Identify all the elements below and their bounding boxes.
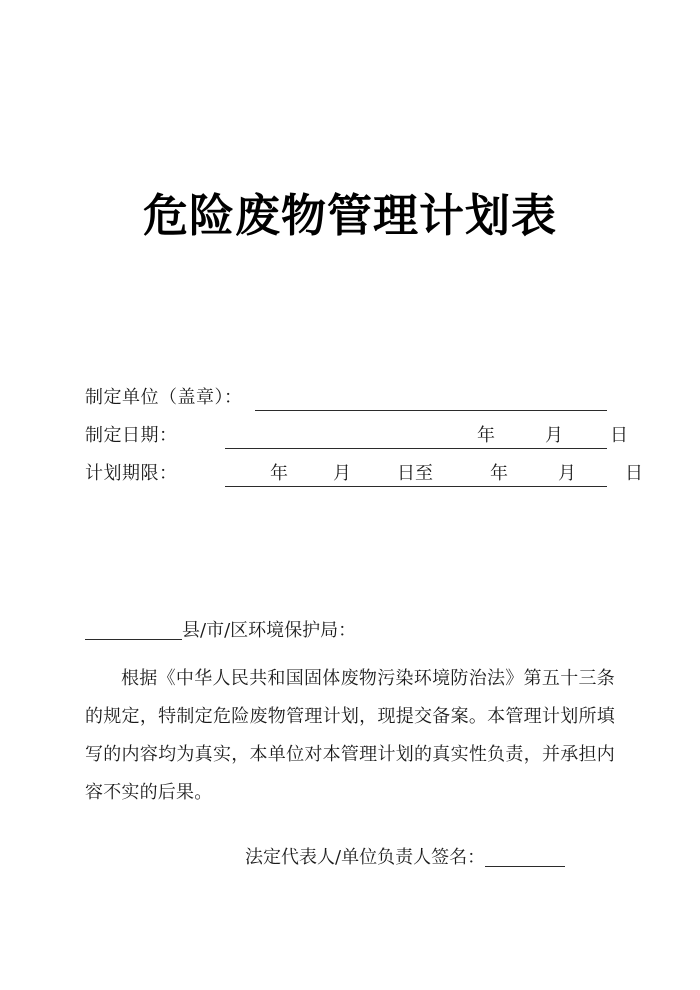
form-row-plan-period — [85, 459, 643, 497]
addressee-label: 县/市/区环境保护局： — [182, 620, 357, 641]
preparation-date-input[interactable] — [225, 448, 607, 449]
preparation-date-month-mark: 月 — [545, 425, 563, 446]
plan-period-start-month-mark: 月 — [333, 463, 351, 484]
preparation-date-year-mark: 年 — [477, 425, 495, 446]
preparation-date-label: 制定日期： — [85, 425, 178, 446]
plan-period-input[interactable] — [225, 486, 607, 487]
preparation-date-marks — [225, 421, 628, 448]
form-row-preparing-unit — [85, 383, 607, 421]
preparing-unit-label: 制定单位（盖章）： — [85, 387, 243, 408]
form-row-preparation-date — [85, 421, 628, 459]
signature-line — [245, 843, 565, 873]
page-title: 危险废物管理计划表 — [142, 189, 557, 242]
plan-period-marks — [225, 459, 643, 486]
form-fields — [85, 383, 643, 497]
addressee-line — [85, 616, 356, 646]
signature-input[interactable] — [485, 866, 565, 867]
plan-period-label: 计划期限： — [85, 463, 178, 484]
plan-period-start-day-mark: 日至 — [397, 463, 433, 484]
body-paragraph: 根据《中华人民共和国固体废物污染环境防治法》第五十三条的规定，特制定危险废物管理计划，现提交备案。本管理计划所填写的内容均为真实，本单位对本管理计划的真实性负责，并承担内容不实的后果。 — [85, 668, 615, 803]
plan-period-start-year-mark: 年 — [270, 463, 288, 484]
plan-period-end-year-mark: 年 — [490, 463, 508, 484]
plan-period-end-day-mark: 日 — [625, 463, 643, 484]
addressee-blank-input[interactable] — [85, 639, 182, 640]
plan-period-end-month-mark: 月 — [558, 463, 576, 484]
signature-label: 法定代表人/单位负责人签名： — [245, 847, 486, 868]
preparation-date-day-mark: 日 — [610, 425, 628, 446]
preparing-unit-input[interactable] — [255, 410, 607, 411]
